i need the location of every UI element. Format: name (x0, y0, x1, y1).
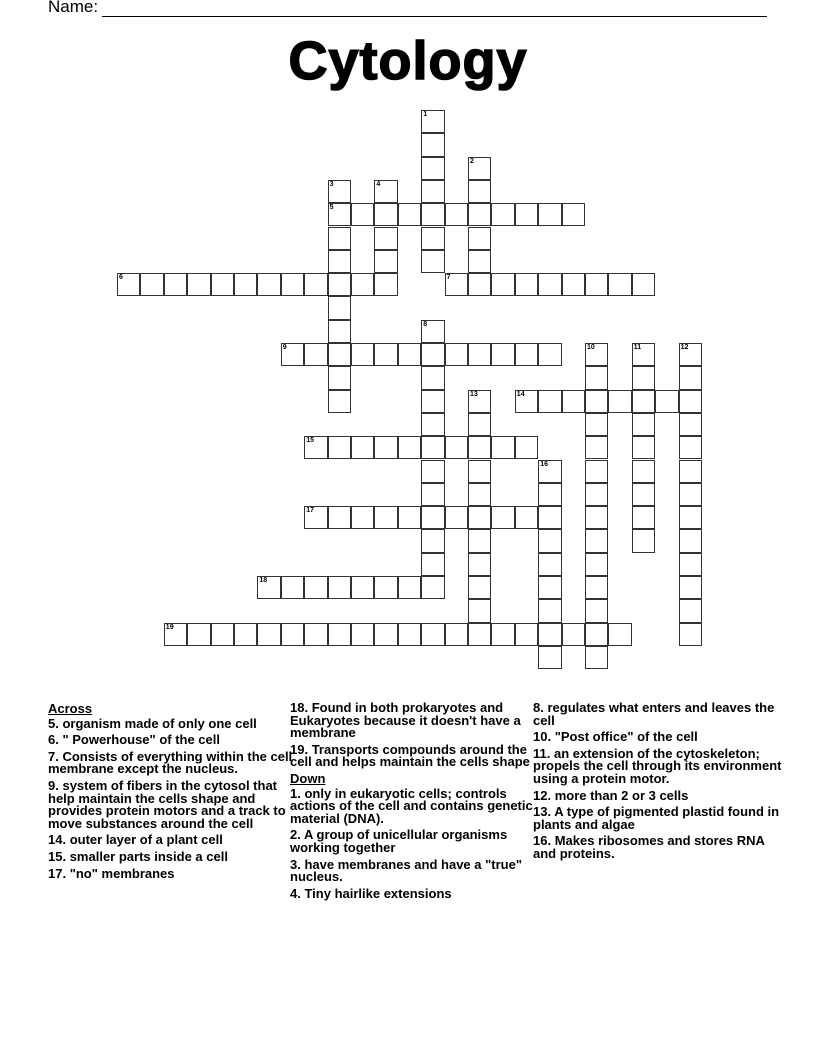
grid-cell[interactable] (117, 273, 140, 296)
grid-cell[interactable] (632, 366, 655, 389)
grid-cell[interactable] (351, 623, 374, 646)
clue-number: 19. (290, 741, 309, 757)
clue-text: regulates what enters and leaves the cell (533, 700, 775, 728)
grid-cell[interactable] (374, 273, 397, 296)
grid-cell[interactable] (491, 273, 514, 296)
cell-number: 9 (282, 344, 287, 351)
grid-cell[interactable] (679, 366, 702, 389)
grid-cell[interactable] (421, 227, 444, 250)
name-label: Name: (48, 0, 99, 16)
grid-cell[interactable] (468, 157, 491, 180)
grid-cell[interactable] (679, 343, 702, 366)
grid-cell[interactable] (421, 110, 444, 133)
grid-cell[interactable] (374, 623, 397, 646)
grid-cell[interactable] (257, 623, 280, 646)
grid-cell[interactable] (515, 203, 538, 226)
grid-cell[interactable] (538, 203, 561, 226)
grid-cell[interactable] (187, 273, 210, 296)
grid-cell[interactable] (632, 343, 655, 366)
grid-cell[interactable] (421, 413, 444, 436)
clue-number: 10. (533, 729, 552, 745)
grid-cell[interactable] (585, 390, 608, 413)
grid-cell[interactable] (562, 390, 585, 413)
grid-cell[interactable] (538, 390, 561, 413)
grid-cell[interactable] (632, 483, 655, 506)
grid-cell[interactable] (468, 553, 491, 576)
grid-cell[interactable] (679, 529, 702, 552)
grid-cell[interactable] (679, 576, 702, 599)
grid-cell[interactable] (445, 273, 468, 296)
grid-cell[interactable] (398, 623, 421, 646)
grid-cell[interactable] (679, 506, 702, 529)
cell-number: 3 (329, 180, 334, 188)
grid-cell[interactable] (398, 576, 421, 599)
grid-cell[interactable] (328, 576, 351, 599)
grid-cell[interactable] (585, 483, 608, 506)
grid-cell[interactable] (468, 436, 491, 459)
grid-cell[interactable] (538, 273, 561, 296)
clue-number: 9. (48, 777, 59, 793)
clue-text: "Post office" of the cell (554, 729, 698, 745)
clue-number: 18. (290, 700, 309, 715)
grid-cell[interactable] (164, 273, 187, 296)
grid-cell[interactable] (608, 273, 631, 296)
grid-cell[interactable] (304, 273, 327, 296)
grid-cell[interactable] (538, 646, 561, 669)
clue-number: 8. (533, 700, 544, 715)
grid-cell[interactable] (491, 436, 514, 459)
grid-cell[interactable] (468, 529, 491, 552)
grid-cell[interactable] (468, 180, 491, 203)
grid-cell[interactable] (468, 599, 491, 622)
grid-cell[interactable] (328, 180, 351, 203)
grid-cell[interactable] (187, 623, 210, 646)
grid-cell[interactable] (468, 203, 491, 226)
clue-number: 17. (48, 865, 67, 881)
grid-cell[interactable] (445, 506, 468, 529)
grid-cell[interactable] (608, 623, 631, 646)
clue-across-5 (48, 715, 293, 731)
cell-number: 15 (306, 437, 314, 445)
clue-number: 15. (48, 848, 67, 864)
grid-cell[interactable] (445, 436, 468, 459)
grid-cell[interactable] (585, 273, 608, 296)
grid-cell[interactable] (538, 599, 561, 622)
grid-cell[interactable] (585, 553, 608, 576)
grid-cell[interactable] (304, 506, 327, 529)
grid-cell[interactable] (304, 436, 327, 459)
grid-cell[interactable] (585, 343, 608, 366)
grid-cell[interactable] (421, 576, 444, 599)
grid-cell[interactable] (515, 623, 538, 646)
grid-cell[interactable] (632, 506, 655, 529)
grid-cell[interactable] (468, 343, 491, 366)
grid-cell[interactable] (538, 483, 561, 506)
grid-cell[interactable] (140, 273, 163, 296)
grid-cell[interactable] (421, 320, 444, 343)
grid-cell[interactable] (445, 203, 468, 226)
grid-cell[interactable] (679, 553, 702, 576)
page-title: Cytology (288, 31, 528, 91)
grid-cell[interactable] (328, 366, 351, 389)
clue-text: system of fibers in the cytosol that help maintain the cells shape and provides protein motors and a track to move substances around the cell (48, 777, 286, 831)
cell-number: 2 (470, 157, 474, 165)
grid-cell[interactable] (468, 413, 491, 436)
cell-number: 17 (306, 507, 314, 515)
grid-cell[interactable] (398, 343, 421, 366)
grid-cell[interactable] (328, 250, 351, 273)
clue-column-1 (48, 702, 293, 884)
clue-down-2 (290, 829, 535, 854)
grid-cell[interactable] (468, 273, 491, 296)
name-line[interactable] (102, 0, 767, 17)
grid-cell[interactable] (281, 623, 304, 646)
grid-cell[interactable] (328, 390, 351, 413)
grid-cell[interactable] (679, 599, 702, 622)
grid-cell[interactable] (421, 623, 444, 646)
grid-cell[interactable] (491, 343, 514, 366)
clue-number: 7. (48, 748, 59, 764)
grid-cell[interactable] (328, 320, 351, 343)
down-heading: Down (290, 770, 326, 786)
grid-cell[interactable] (679, 390, 702, 413)
grid-cell[interactable] (515, 436, 538, 459)
grid-cell[interactable] (585, 576, 608, 599)
clue-number: 6. (48, 732, 59, 748)
cell-number: 8 (423, 320, 428, 328)
grid-cell[interactable] (468, 250, 491, 273)
grid-cell[interactable] (445, 343, 468, 366)
grid-cell[interactable] (585, 506, 608, 529)
grid-cell[interactable] (468, 483, 491, 506)
cell-number: 16 (540, 460, 548, 468)
grid-cell[interactable] (538, 506, 561, 529)
cell-number: 14 (516, 390, 525, 398)
grid-cell[interactable] (421, 203, 444, 226)
grid-cell[interactable] (515, 390, 538, 413)
grid-cell[interactable] (351, 343, 374, 366)
grid-cell[interactable] (468, 576, 491, 599)
grid-cell[interactable] (328, 506, 351, 529)
clue-number: 11. (533, 745, 551, 761)
clue-number: 12. (533, 787, 552, 803)
cell-number: 13 (470, 390, 478, 398)
grid-cell[interactable] (468, 506, 491, 529)
grid-cell[interactable] (374, 203, 397, 226)
clue-down-4 (290, 885, 535, 901)
grid-cell[interactable] (281, 273, 304, 296)
grid-cell[interactable] (421, 553, 444, 576)
clue-number: 3. (290, 856, 301, 872)
grid-cell[interactable] (538, 529, 561, 552)
grid-cell[interactable] (421, 390, 444, 413)
cell-number: 12 (680, 344, 689, 351)
clue-across-17 (48, 865, 293, 881)
grid-cell[interactable] (632, 436, 655, 459)
grid-cell[interactable] (304, 623, 327, 646)
grid-cell[interactable] (328, 273, 351, 296)
grid-cell[interactable] (234, 273, 257, 296)
clue-across-15 (48, 848, 293, 864)
cell-number: 7 (446, 274, 451, 282)
clue-down-11 (533, 745, 783, 786)
clue-down-12 (533, 787, 783, 803)
clue-number: 14. (48, 832, 67, 848)
grid-cell[interactable] (632, 529, 655, 552)
grid-cell[interactable] (211, 623, 234, 646)
grid-cell[interactable] (421, 460, 444, 483)
grid-cell[interactable] (328, 203, 351, 226)
grid-cell[interactable] (421, 483, 444, 506)
grid-cell[interactable] (562, 203, 585, 226)
grid-cell[interactable] (421, 180, 444, 203)
grid-cell[interactable] (374, 180, 397, 203)
clue-across-18 (290, 702, 535, 740)
grid-cell[interactable] (374, 250, 397, 273)
clue-number: 1. (290, 785, 301, 801)
clue-down-8 (533, 702, 783, 727)
clue-across-14 (48, 834, 293, 847)
clue-text: Found in both prokaryotes and Eukaryotes because it doesn't have a membrane (290, 700, 521, 741)
grid-cell[interactable] (585, 529, 608, 552)
grid-cell[interactable] (515, 343, 538, 366)
grid-cell[interactable] (468, 390, 491, 413)
grid-cell[interactable] (351, 203, 374, 226)
grid-cell[interactable] (351, 436, 374, 459)
grid-cell[interactable] (328, 436, 351, 459)
grid-cell[interactable] (398, 436, 421, 459)
grid-cell[interactable] (679, 436, 702, 459)
grid-cell[interactable] (421, 343, 444, 366)
clue-number: 4. (290, 885, 301, 901)
grid-cell[interactable] (351, 273, 374, 296)
cell-number: 5 (329, 204, 334, 212)
grid-cell[interactable] (585, 460, 608, 483)
clue-across-7 (48, 748, 293, 777)
grid-cell[interactable] (679, 460, 702, 483)
grid-cell[interactable] (328, 296, 351, 319)
clue-across-19 (290, 741, 535, 770)
grid-cell[interactable] (257, 576, 280, 599)
grid-cell[interactable] (328, 343, 351, 366)
grid-cell[interactable] (608, 390, 631, 413)
grid-cell[interactable] (585, 623, 608, 646)
clue-text: A group of unicellular organisms working together (290, 827, 508, 855)
grid-cell[interactable] (562, 623, 585, 646)
grid-cell[interactable] (468, 623, 491, 646)
clue-text: an extension of the cytoskeleton; propels the cell through its environment using a protein motor. (533, 745, 782, 786)
grid-cell[interactable] (632, 460, 655, 483)
grid-cell[interactable] (585, 413, 608, 436)
grid-cell[interactable] (421, 436, 444, 459)
clue-text: outer layer of a plant cell (69, 832, 223, 848)
grid-cell[interactable] (234, 623, 257, 646)
grid-cell[interactable] (421, 366, 444, 389)
clue-text: more than 2 or 3 cells (554, 787, 689, 803)
grid-cell[interactable] (562, 273, 585, 296)
grid-cell[interactable] (632, 390, 655, 413)
clue-number: 16. (533, 833, 552, 849)
across-heading: Across (48, 701, 93, 716)
clue-text: Consists of everything within the cell membrane except the nucleus. (48, 748, 293, 777)
clue-text: Tiny hairlike extensions (304, 885, 452, 901)
grid-cell[interactable] (374, 436, 397, 459)
grid-cell[interactable] (515, 506, 538, 529)
clue-text: organism made of only one cell (62, 715, 257, 731)
grid-cell[interactable] (374, 343, 397, 366)
grid-cell[interactable] (374, 576, 397, 599)
grid-cell[interactable] (328, 227, 351, 250)
grid-cell[interactable] (491, 506, 514, 529)
grid-cell[interactable] (491, 623, 514, 646)
grid-cell[interactable] (211, 273, 234, 296)
grid-cell[interactable] (585, 366, 608, 389)
grid-cell[interactable] (491, 203, 514, 226)
cell-number: 10 (587, 344, 595, 351)
grid-cell[interactable] (585, 436, 608, 459)
cell-number: 18 (259, 577, 268, 584)
clue-text: Transports compounds around the cell and helps maintain the cells shape (290, 741, 530, 770)
grid-cell[interactable] (257, 273, 280, 296)
grid-cell[interactable] (515, 273, 538, 296)
grid-cell[interactable] (679, 623, 702, 646)
grid-cell[interactable] (164, 623, 187, 646)
grid-cell[interactable] (468, 227, 491, 250)
grid-cell[interactable] (328, 623, 351, 646)
clue-number: 2. (290, 827, 301, 843)
cell-number: 6 (119, 274, 123, 282)
grid-cell[interactable] (421, 529, 444, 552)
grid-cell[interactable] (351, 576, 374, 599)
grid-cell[interactable] (421, 250, 444, 273)
grid-cell[interactable] (679, 483, 702, 506)
grid-cell[interactable] (632, 413, 655, 436)
clue-down-1 (290, 785, 535, 826)
clue-across-6 (48, 734, 293, 747)
grid-cell[interactable] (538, 623, 561, 646)
cell-number: 1 (423, 111, 428, 118)
grid-cell[interactable] (281, 343, 304, 366)
grid-cell[interactable] (538, 553, 561, 576)
grid-cell[interactable] (304, 576, 327, 599)
clue-down-16 (533, 835, 783, 860)
grid-cell[interactable] (538, 343, 561, 366)
clue-text: Makes ribosomes and stores RNA and proteins. (533, 833, 765, 861)
grid-cell[interactable] (421, 506, 444, 529)
clue-text: have membranes and have a "true" nucleus. (290, 856, 522, 885)
grid-cell[interactable] (679, 413, 702, 436)
cell-number: 11 (633, 344, 642, 351)
clue-column-2 (290, 702, 535, 904)
cell-number: 4 (376, 180, 381, 188)
clue-number: 5. (48, 715, 59, 731)
grid-cell[interactable] (445, 623, 468, 646)
cell-number: 19 (165, 623, 174, 631)
grid-cell[interactable] (655, 390, 678, 413)
grid-cell[interactable] (281, 576, 304, 599)
clue-text: "no" membranes (69, 865, 175, 881)
grid-cell[interactable] (468, 460, 491, 483)
clue-text: " Powerhouse" of the cell (62, 732, 220, 748)
grid-cell[interactable] (421, 133, 444, 156)
grid-cell[interactable] (538, 576, 561, 599)
grid-cell[interactable] (421, 157, 444, 180)
clue-down-3 (290, 856, 535, 885)
grid-cell[interactable] (374, 506, 397, 529)
clue-text: smaller parts inside a cell (69, 848, 228, 864)
grid-cell[interactable] (304, 343, 327, 366)
clue-down-13 (533, 806, 783, 831)
grid-cell[interactable] (632, 273, 655, 296)
grid-cell[interactable] (351, 506, 374, 529)
grid-cell[interactable] (585, 599, 608, 622)
grid-cell[interactable] (374, 227, 397, 250)
clue-text: A type of pigmented plastid found in plants and algae (533, 804, 780, 832)
clue-text: only in eukaryotic cells; controls actions of the cell and contains genetic material (DNA). (290, 785, 533, 826)
name-field (48, 0, 767, 17)
grid-cell[interactable] (398, 506, 421, 529)
grid-cell[interactable] (585, 646, 608, 669)
clue-across-9 (48, 777, 293, 831)
grid-cell[interactable] (538, 460, 561, 483)
clue-down-10 (533, 731, 783, 744)
grid-cell[interactable] (398, 203, 421, 226)
clue-number: 13. (533, 804, 552, 820)
clue-column-3 (533, 702, 783, 865)
